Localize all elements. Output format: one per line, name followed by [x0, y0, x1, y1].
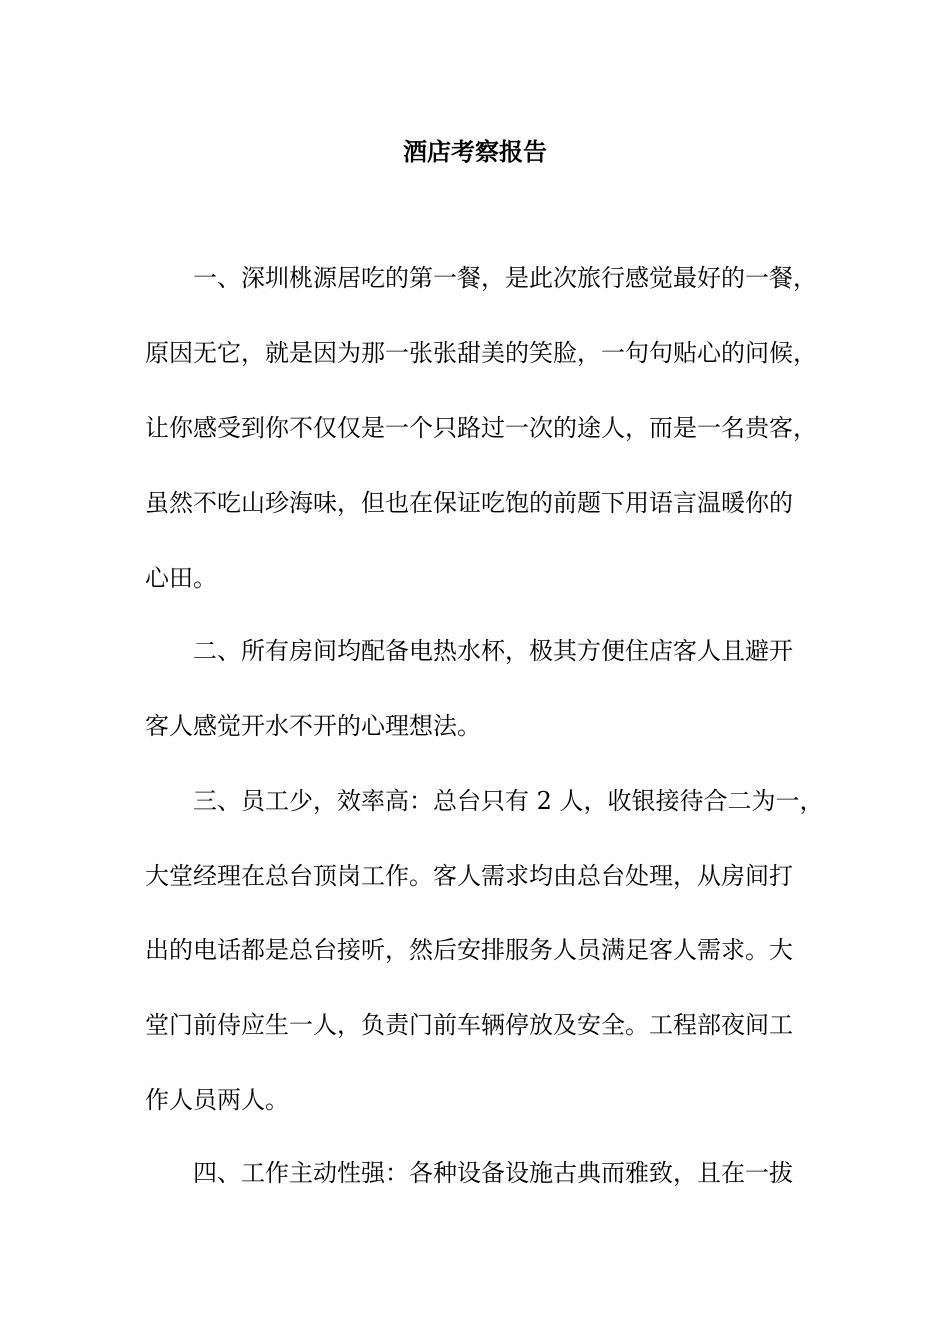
paragraph-1-line-4: 虽然不吃山珍海味，但也在保证吃饱的前题下用语言温暖你的	[145, 489, 793, 517]
paragraph-2-line-2: 客人感觉开水不开的心理想法。	[145, 712, 481, 740]
paragraph-3-line-1: 三、员工少，效率高：总台只有 2 人，收银接待合二为一，	[193, 787, 824, 815]
paragraph-3-line-4: 堂门前侍应生一人，负责门前车辆停放及安全。工程部夜间工	[145, 1011, 793, 1039]
paragraph-4-line-1: 四、工作主动性强：各种设备设施古典而雅致，且在一拔	[193, 1159, 793, 1187]
paragraph-3-line-2: 大堂经理在总台顶岗工作。客人需求均由总台处理，从房间打	[145, 862, 793, 890]
paragraph-3-line-3: 出的电话都是总台接听，然后安排服务人员满足客人需求。大	[145, 936, 793, 964]
paragraph-1-line-1: 一、深圳桃源居吃的第一餐，是此次旅行感觉最好的一餐，	[193, 264, 817, 292]
paragraph-1-line-5: 心田。	[145, 564, 217, 592]
paragraph-3-line-5: 作人员两人。	[145, 1086, 289, 1114]
paragraph-2-line-1: 二、所有房间均配备电热水杯，极其方便住店客人且避开	[193, 637, 793, 665]
paragraph-1-line-3: 让你感受到你不仅仅是一个只路过一次的途人，而是一名贵客，	[145, 414, 817, 442]
paragraph-1-line-2: 原因无它，就是因为那一张张甜美的笑脸，一句句贴心的问候，	[145, 339, 817, 367]
document-title: 酒店考察报告	[403, 137, 547, 166]
